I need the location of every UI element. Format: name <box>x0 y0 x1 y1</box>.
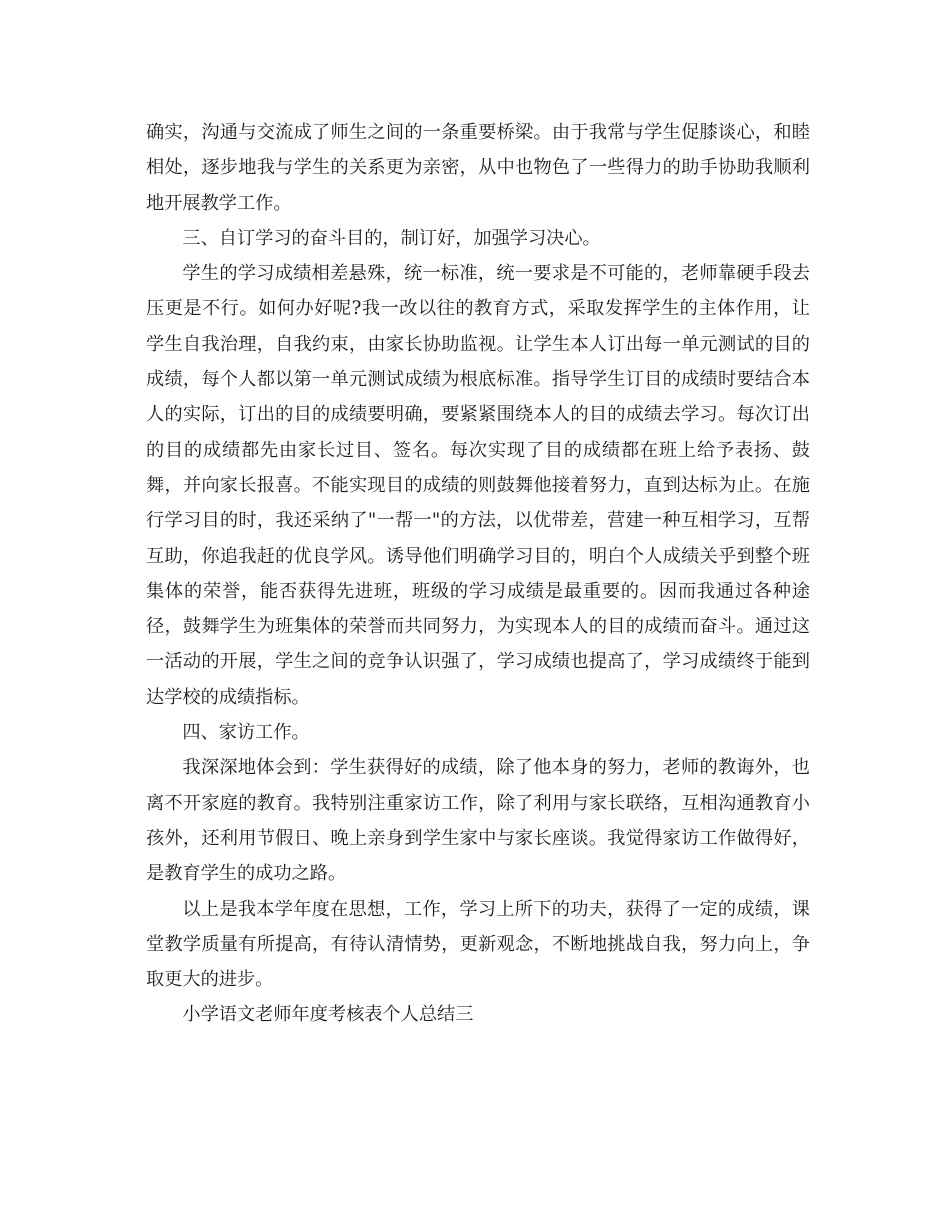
paragraph-learning-goals: 学生的学习成绩相差悬殊，统一标准，统一要求是不可能的，老师靠硬手段去压更是不行。如何办好呢?我一改以往的教育方式，采取发挥学生的主体作用，让学生自我治理，自我约束，由家长协助监视。让学生本人订出每一单元测试的目的成绩，每个人都以第一单元测试成绩为根底标准。指导学生订目的成绩时要结合本人的实际，订出的目的成绩要明确，要紧紧围绕本人的目的成绩去学习。每次订出的目的成绩都先由家长过目、签名。每次实现了目的成绩都在班上给予表扬、鼓舞，并向家长报喜。不能实现目的成绩的则鼓舞他接着努力，直到达标为止。在施行学习目的时，我还采纳了"一帮一"的方法，以优带差，营建一种互相学习，互帮互助，你追我赶的优良学风。诱导他们明确学习目的，明白个人成绩关乎到整个班集体的荣誉，能否获得先进班，班级的学习成绩是最重要的。因而我通过各种途径，鼓舞学生为班集体的荣誉而共同努力，为实现本人的目的成绩而奋斗。通过这一活动的开展，学生之间的竞争认识强了，学习成绩也提高了，学习成绩终于能到达学校的成绩指标。 <box>146 263 810 708</box>
document-body <box>146 115 810 1033</box>
heading-section-four: 四、家访工作。 <box>182 722 310 744</box>
heading-summary-three: 小学语文老师年度考核表个人总结三 <box>182 1004 474 1026</box>
paragraph-bridge-communication: 确实，沟通与交流成了师生之间的一条重要桥梁。由于我常与学生促膝谈心，和睦相处，逐步地我与学生的关系更为亲密，从中也物色了一些得力的助手协助我顺利地开展教学工作。 <box>146 122 810 214</box>
heading-section-three: 三、自订学习的奋斗目的，制订好，加强学习决心。 <box>182 227 601 249</box>
paragraph-home-visits: 我深深地体会到：学生获得好的成绩，除了他本身的努力，老师的教诲外，也离不开家庭的教育。我特别注重家访工作，除了利用与家长联络，互相沟通教育小孩外，还利用节假日、晚上亲身到学生家中与家长座谈。我觉得家访工作做得好，是教育学生的成功之路。 <box>146 757 810 885</box>
paragraph-conclusion: 以上是我本学年度在思想，工作，学习上所下的功夫，获得了一定的成绩，课堂教学质量有所提高，有待认清情势，更新观念，不断地挑战自我，努力向上，争取更大的进步。 <box>146 898 810 991</box>
